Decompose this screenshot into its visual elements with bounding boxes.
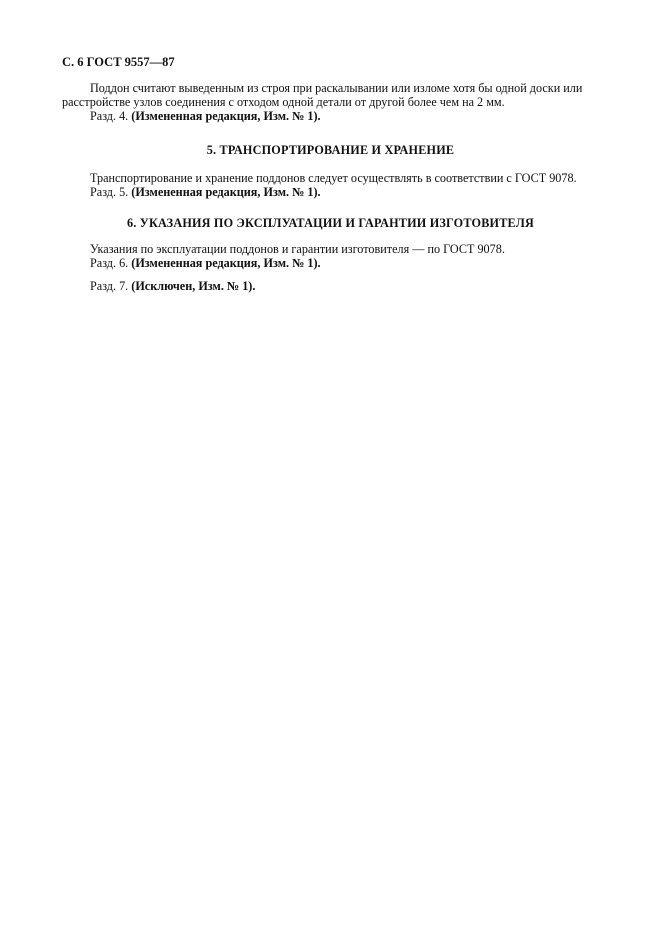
section-6-note-revision: (Измененная редакция, Изм. № 1). bbox=[131, 256, 321, 270]
section-4-line-2: расстройстве узлов соединения с отходом одной детали от другой более чем на 2 мм. bbox=[62, 95, 505, 109]
section-5-paragraph: Транспортирование и хранение поддонов следует осуществлять в соответствии с ГОСТ 9078. bbox=[90, 171, 577, 185]
page-header: С. 6 ГОСТ 9557—87 bbox=[62, 55, 175, 69]
section-5-note bbox=[90, 185, 600, 199]
section-4-line-1: Поддон считают выведенным из строя при раскалывании или изломе хотя бы одной доски или bbox=[90, 81, 583, 95]
section-5-note-prefix: Разд. 5. bbox=[90, 185, 129, 199]
section-6-note bbox=[90, 256, 600, 270]
section-4-paragraph bbox=[62, 81, 600, 123]
section-5-note-revision: (Измененная редакция, Изм. № 1). bbox=[131, 185, 321, 199]
section-5-body bbox=[90, 171, 600, 199]
section-6-title: 6. УКАЗАНИЯ ПО ЭКСПЛУАТАЦИИ И ГАРАНТИИ ИЗГОТОВИТЕЛЯ bbox=[127, 216, 534, 230]
section-6-note-prefix: Разд. 6. bbox=[90, 256, 129, 270]
section-5-title: 5. ТРАНСПОРТИРОВАНИЕ И ХРАНЕНИЕ bbox=[206, 143, 455, 157]
section-4-note-prefix: Разд. 4. bbox=[90, 109, 129, 123]
section-7-note-prefix: Разд. 7. bbox=[90, 279, 129, 293]
section-4-note-revision: (Измененная редакция, Изм. № 1). bbox=[131, 109, 321, 123]
section-6-body bbox=[90, 242, 600, 270]
section-7-note-revision: (Исключен, Изм. № 1). bbox=[131, 279, 256, 293]
section-4-note bbox=[90, 109, 600, 123]
section-6-paragraph: Указания по эксплуатации поддонов и гарантии изготовителя — по ГОСТ 9078. bbox=[90, 242, 505, 256]
section-7-body bbox=[90, 279, 600, 293]
section-7-note bbox=[90, 279, 600, 293]
